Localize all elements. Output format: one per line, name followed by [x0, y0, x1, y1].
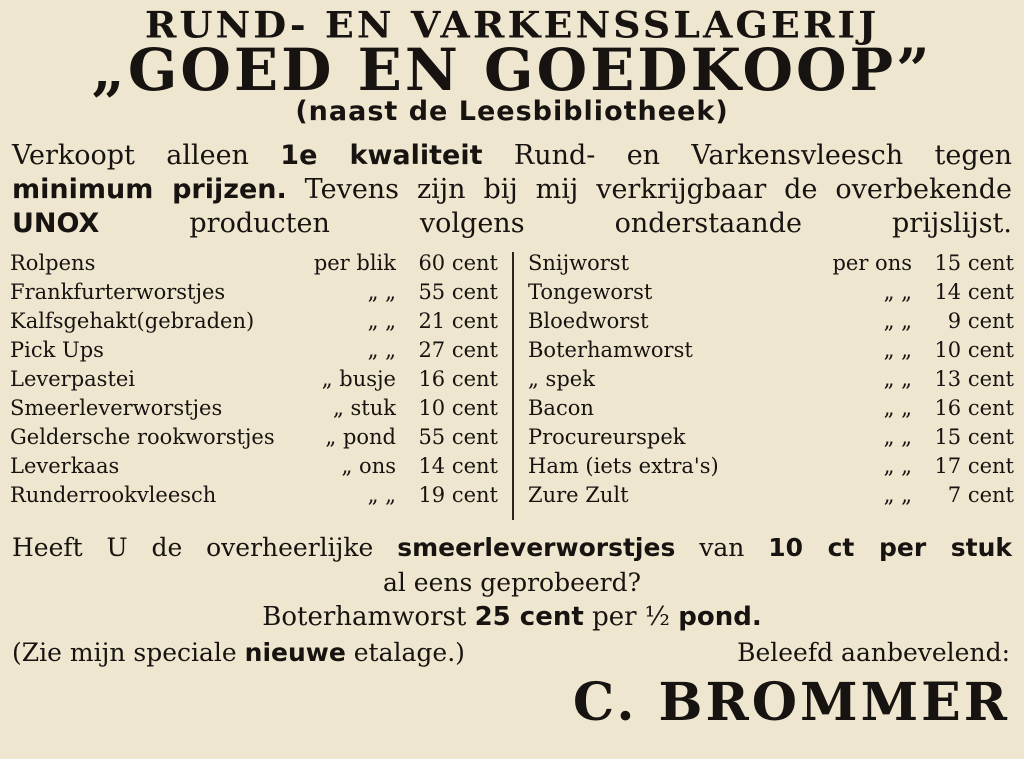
- item-price: 55 cent: [418, 279, 498, 304]
- item-unit: „ „: [367, 482, 396, 507]
- item-name: Pick Ups: [10, 337, 104, 362]
- item-unit: „ „: [883, 366, 912, 391]
- item-name: Boterhamworst: [528, 337, 693, 362]
- item-name: Snijworst: [528, 250, 630, 275]
- item-unit: „ „: [367, 337, 396, 362]
- shop-name-heading: „GOED EN GOEDKOOP”: [91, 36, 933, 104]
- price-row: [528, 335, 1014, 364]
- brand-emphasis: UNOX: [12, 208, 100, 239]
- item-name: Procureurspek: [528, 424, 686, 449]
- item-unit: per ons: [832, 250, 912, 275]
- item-unit: „ „: [367, 279, 396, 304]
- price-emphasis: 25 cent: [474, 602, 584, 632]
- item-unit: per blik: [313, 250, 396, 275]
- price-row: [10, 248, 498, 277]
- tail-text: van: [699, 533, 745, 562]
- item-unit: „ ons: [341, 453, 396, 478]
- item-unit: „ pond: [325, 424, 396, 449]
- item-unit: „ busje: [321, 366, 396, 391]
- item-name: Leverpastei: [10, 366, 136, 391]
- intro-line-2: [12, 174, 1012, 205]
- price-row: [528, 364, 1014, 393]
- item-name: Geldersche rookworstjes: [10, 424, 275, 449]
- price-row: [528, 451, 1014, 480]
- item-price: 27 cent: [418, 337, 498, 362]
- closing-phrase: Beleefd aanbevelend:: [737, 638, 1010, 667]
- unit-emphasis: pond.: [678, 602, 762, 632]
- item-unit: „ „: [883, 395, 912, 420]
- item-price: 15 cent: [934, 250, 1014, 275]
- price-row: [10, 306, 498, 335]
- new-emphasis: nieuwe: [244, 638, 346, 667]
- tail-line-1: [12, 533, 1012, 562]
- item-unit: „ „: [883, 279, 912, 304]
- item-price: 19 cent: [418, 482, 498, 507]
- item-price: 60 cent: [418, 250, 498, 275]
- item-price: 10 cent: [418, 395, 498, 420]
- item-unit: „ „: [883, 453, 912, 478]
- tail-line-2: al eens geprobeerd?: [382, 568, 642, 597]
- intro-text: Tevens zijn bij mij verkrijgbaar de overbekende: [304, 174, 1013, 205]
- price-row: [10, 277, 498, 306]
- item-price: 17 cent: [934, 453, 1014, 478]
- tail-text: per ½: [592, 602, 670, 632]
- tail-text: (Zie mijn speciale: [12, 638, 237, 667]
- item-price: 7 cent: [947, 482, 1014, 507]
- item-name: Bloedworst: [528, 308, 649, 333]
- price-row: [528, 277, 1014, 306]
- tail-text: etalage.): [353, 638, 465, 667]
- item-name: „ spek: [528, 366, 595, 391]
- price-row: [528, 422, 1014, 451]
- price-row: [10, 393, 498, 422]
- item-unit: „ „: [367, 308, 396, 333]
- price-row: [10, 422, 498, 451]
- shop-type-heading: RUND- EN VARKENSSLAGERIJ: [144, 3, 880, 46]
- item-name: Frankfurterworstjes: [10, 279, 226, 304]
- intro-text: Verkoopt alleen: [12, 140, 249, 171]
- location-subheading: (naast de Leesbibliotheek): [295, 96, 729, 127]
- price-row: [528, 393, 1014, 422]
- tail-line-3: [0, 602, 1024, 632]
- price-list-right: [528, 248, 1014, 509]
- item-unit: „ stuk: [332, 395, 396, 420]
- tail-text: Boterhamworst: [262, 602, 467, 632]
- price-row: [528, 306, 1014, 335]
- column-divider: [512, 252, 514, 520]
- price-row: [10, 364, 498, 393]
- price-row: [10, 480, 498, 509]
- item-name: Zure Zult: [528, 482, 629, 507]
- offer-price-emphasis: 10 ct per stuk: [768, 533, 1013, 562]
- item-name: Leverkaas: [10, 453, 120, 478]
- item-unit: „ „: [883, 308, 912, 333]
- price-row: [10, 451, 498, 480]
- item-unit: „ „: [883, 424, 912, 449]
- item-name: Kalfsgehakt(gebraden): [10, 308, 255, 333]
- price-emphasis: minimum prijzen.: [12, 174, 287, 205]
- item-price: 14 cent: [934, 279, 1014, 304]
- intro-text: producten volgens onderstaande prijslijst.: [189, 208, 1012, 239]
- item-price: 16 cent: [418, 366, 498, 391]
- item-name: Ham (iets extra's): [528, 453, 719, 478]
- price-list-left: [10, 248, 498, 509]
- item-name: Runderrookvleesch: [10, 482, 217, 507]
- price-row: [528, 248, 1014, 277]
- item-price: 10 cent: [934, 337, 1014, 362]
- tail-line-4: [12, 638, 465, 667]
- item-price: 15 cent: [934, 424, 1014, 449]
- item-name: Smeerleverworstjes: [10, 395, 223, 420]
- price-row: [528, 480, 1014, 509]
- intro-text: Rund- en Varkensvleesch tegen: [513, 140, 1012, 171]
- intro-line-1: [12, 140, 1012, 171]
- item-name: Bacon: [528, 395, 594, 420]
- item-price: 21 cent: [418, 308, 498, 333]
- tail-text: Heeft U de overheerlijke: [12, 533, 374, 562]
- product-emphasis: smeerleverworstjes: [397, 533, 676, 562]
- item-name: Tongeworst: [528, 279, 653, 304]
- item-price: 16 cent: [934, 395, 1014, 420]
- item-price: 9 cent: [947, 308, 1014, 333]
- price-row: [10, 335, 498, 364]
- signature: C. BROMMER: [572, 672, 1010, 733]
- item-unit: „ „: [883, 482, 912, 507]
- intro-line-3: [12, 208, 1012, 239]
- quality-emphasis: 1e kwaliteit: [280, 140, 483, 171]
- item-unit: „ „: [883, 337, 912, 362]
- item-price: 55 cent: [418, 424, 498, 449]
- item-price: 13 cent: [934, 366, 1014, 391]
- item-name: Rolpens: [10, 250, 96, 275]
- item-price: 14 cent: [418, 453, 498, 478]
